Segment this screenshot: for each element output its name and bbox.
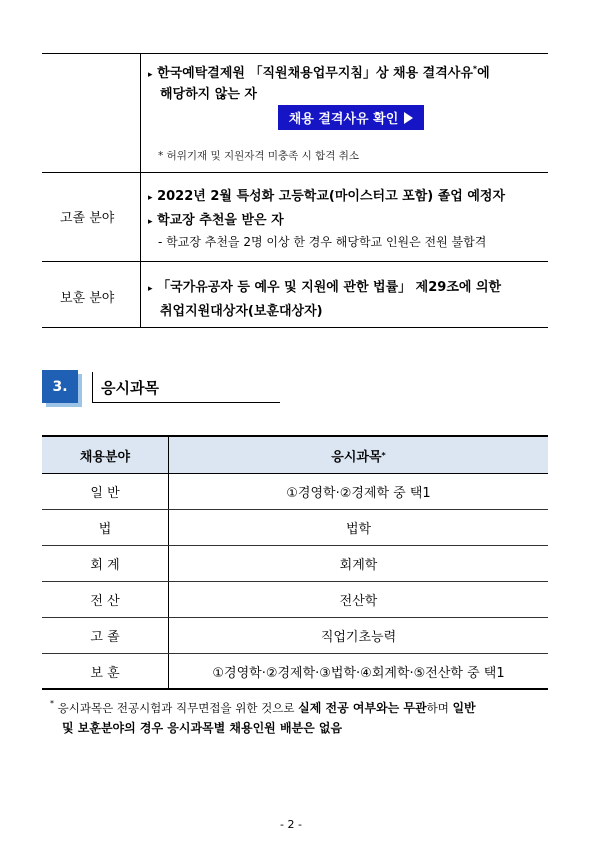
- subject-law: 법학: [345, 522, 372, 537]
- subject-accounting: 회계학: [339, 558, 378, 573]
- criteria-text: 학교장 추천을 받은 자: [157, 213, 284, 228]
- table-divider-vertical: [140, 53, 141, 328]
- footnote-emphasis: 일반: [452, 701, 476, 715]
- criteria-text: 「국가유공자 등 예우 및 지원에 관한 법률」 제29조에 의한: [157, 280, 502, 295]
- bullet-icon: ▸: [148, 217, 153, 227]
- table-bottom-border: [42, 327, 548, 328]
- bullet-icon: ▸: [148, 193, 153, 203]
- high-school-sub-note: - 학교장 추천을 2명 이상 한 경우 해당학교 인원은 전원 불합격: [158, 235, 487, 249]
- subject-veterans: ①경영학·②경제학·③법학·④회계학·⑤전산학 중 택1: [212, 665, 505, 681]
- section-title-left-bar: [92, 372, 93, 402]
- section-title-underline: [92, 402, 280, 403]
- high-school-criteria-2: [148, 209, 284, 228]
- false-info-note: * 허위기재 및 지원자격 미충족 시 합격 취소: [158, 150, 360, 162]
- header-subject: [169, 437, 548, 473]
- footnote-line2: 및 보훈분야의 경우 응시과목별 채용인원 배분은 없음: [62, 721, 343, 735]
- table-row-divider: [42, 172, 548, 173]
- field-law: 법: [98, 522, 112, 537]
- footnote-star: *: [50, 699, 54, 708]
- criteria-text-end: 에: [477, 66, 490, 81]
- table-top-border: [42, 53, 548, 54]
- header-subject-text: 응시과목: [331, 449, 382, 465]
- bullet-icon: ▸: [148, 70, 153, 80]
- header-field: 채용분야: [79, 449, 131, 465]
- field-general: 일 반: [90, 486, 120, 501]
- footnote-emphasis: 실제 전공 여부와는 무관: [298, 701, 427, 715]
- section-title: 응시과목: [101, 379, 159, 397]
- subject-table-bottom-border: [42, 688, 548, 690]
- subject-general: ①경영학·②경제학 중 택1: [286, 486, 431, 501]
- footnote-mark: *: [381, 450, 386, 460]
- footnote-line1: [50, 699, 476, 716]
- veterans-criteria-line1: [148, 276, 501, 295]
- page-number: - 2 -: [280, 818, 302, 831]
- play-arrow-icon: [404, 112, 413, 124]
- footnote-text: 하며: [426, 701, 449, 715]
- section-number: 3.: [42, 370, 78, 403]
- disqualification-criteria-line2: 해당하지 않는 자: [160, 87, 257, 102]
- criteria-text: 한국예탁결제원 「직원채용업무지침」상 채용 결격사유: [157, 66, 473, 81]
- criteria-text: 2022년 2월 특성화 고등학교(마이스터고 포함) 졸업 예정자: [157, 189, 506, 204]
- subject-high-school: 직업기초능력: [320, 630, 397, 645]
- field-veterans: 보 훈: [90, 665, 120, 681]
- footnote-text: 응시과목은 전공시험과 직무면접을 위한 것으로: [57, 701, 295, 715]
- table-row-divider: [42, 261, 548, 262]
- footnote-mark: *: [472, 64, 478, 74]
- field-it: 전 산: [90, 594, 120, 609]
- veterans-criteria-line2: 취업지원대상자(보훈대상자): [160, 304, 323, 319]
- bullet-icon: ▸: [148, 284, 153, 294]
- field-accounting: 회 계: [90, 558, 120, 573]
- button-label: 채용 결격사유 확인: [288, 112, 399, 127]
- disqualification-criteria-line1: [148, 62, 490, 81]
- subject-it: 전산학: [339, 594, 378, 609]
- high-school-criteria-1: [148, 185, 505, 204]
- category-high-school: 고졸 분야: [60, 211, 115, 226]
- field-high-school: 고 졸: [90, 630, 120, 645]
- category-veterans: 보훈 분야: [60, 291, 115, 306]
- check-disqualification-button[interactable]: [278, 105, 424, 130]
